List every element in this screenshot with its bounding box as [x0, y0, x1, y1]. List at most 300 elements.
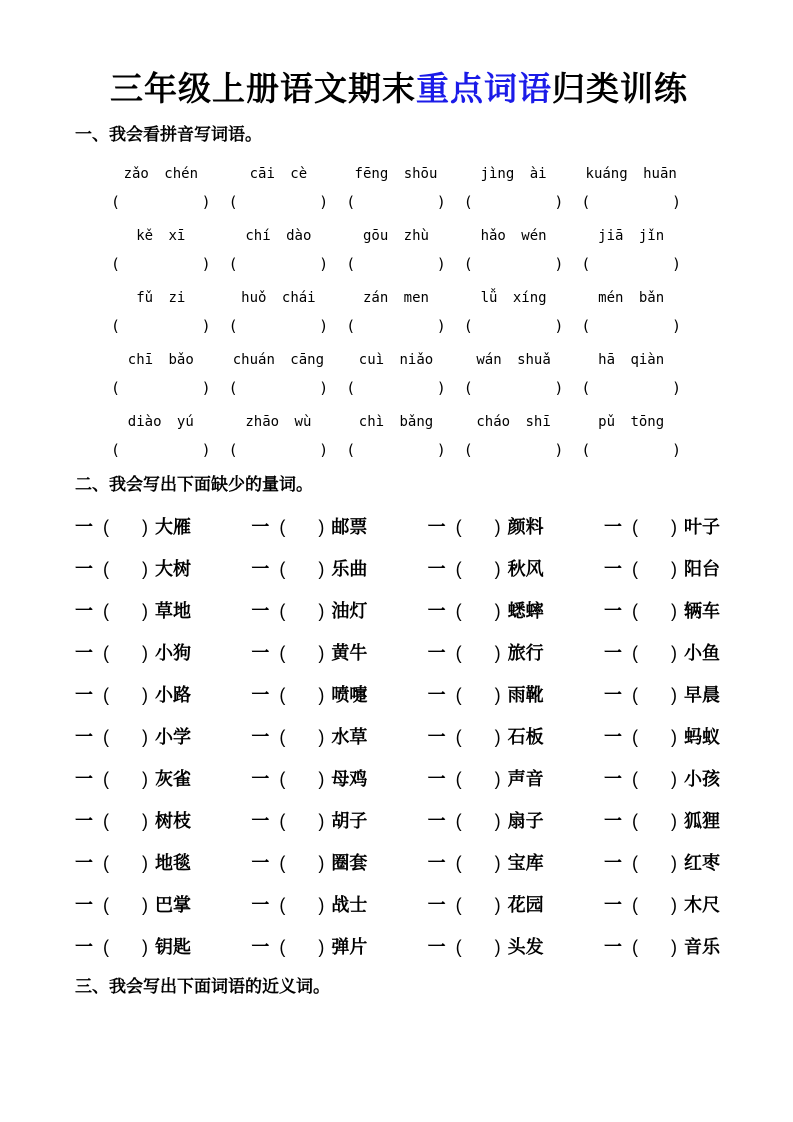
- noun-word: 黄牛: [331, 642, 368, 663]
- open-paren: (: [346, 378, 356, 397]
- close-paren: ): [670, 516, 677, 537]
- measure-word-item: [251, 556, 367, 582]
- noun-word: 草地: [155, 600, 191, 621]
- open-paren: (: [279, 516, 286, 537]
- quantity-one: 一: [75, 768, 93, 789]
- answer-blank: [455, 192, 573, 212]
- noun-word: 大树: [155, 558, 191, 579]
- answer-blank: [455, 254, 573, 274]
- open-paren: (: [455, 558, 462, 579]
- pinyin-word: chí dào: [245, 227, 312, 244]
- open-paren: (: [455, 516, 462, 537]
- close-paren: ): [554, 378, 564, 397]
- measure-word-item: [75, 850, 191, 876]
- section-two-heading: 二、我会写出下面缺少的量词。: [75, 474, 313, 494]
- close-paren: ): [494, 516, 501, 537]
- pinyin-word: zǎo chén: [123, 165, 199, 182]
- noun-word: 胡子: [331, 810, 368, 831]
- noun-word: 灰雀: [155, 768, 191, 789]
- pinyin-word: huǒ chái: [241, 289, 316, 306]
- measure-word-item: [428, 892, 544, 918]
- open-paren: (: [103, 894, 109, 915]
- quantity-one: 一: [603, 726, 622, 747]
- open-paren: (: [279, 810, 286, 831]
- pinyin-exercise: [102, 164, 690, 460]
- pinyin-word: kě xī: [136, 227, 186, 244]
- open-paren: (: [111, 316, 121, 335]
- open-paren: (: [103, 684, 109, 705]
- close-paren: ): [494, 894, 501, 915]
- close-paren: ): [201, 378, 211, 397]
- title-part-black1: 三年级上册语文期末: [110, 69, 416, 108]
- noun-word: 圈套: [331, 852, 368, 873]
- close-paren: ): [319, 378, 329, 397]
- open-paren: (: [581, 254, 591, 273]
- close-paren: ): [142, 894, 148, 915]
- quantity-one: 一: [427, 516, 446, 537]
- measure-word-item: [251, 682, 367, 708]
- quantity-one: 一: [75, 726, 93, 747]
- pinyin-word: zhāo wù: [245, 413, 312, 430]
- close-paren: ): [494, 726, 501, 747]
- pinyin-word: cuì niǎo: [358, 351, 434, 368]
- quantity-one: 一: [75, 894, 93, 915]
- measure-word-item: [428, 598, 544, 624]
- measure-word-item: [75, 598, 191, 624]
- measure-word-row: [75, 766, 720, 792]
- close-paren: ): [670, 936, 677, 957]
- open-paren: (: [111, 378, 121, 397]
- measure-word-item: [604, 892, 720, 918]
- noun-word: 颜料: [507, 516, 544, 537]
- open-paren: (: [103, 642, 109, 663]
- close-paren: ): [142, 768, 148, 789]
- noun-word: 弹片: [331, 936, 368, 957]
- open-paren: (: [631, 726, 638, 747]
- close-paren: ): [318, 684, 325, 705]
- open-paren: (: [228, 378, 238, 397]
- close-paren: ): [201, 254, 211, 273]
- pinyin-word: cāi cè: [249, 165, 308, 182]
- measure-word-item: [428, 556, 544, 582]
- quantity-one: 一: [251, 810, 270, 831]
- noun-word: 小孩: [683, 768, 720, 789]
- open-paren: (: [279, 558, 286, 579]
- pinyin-row-group: [102, 226, 690, 274]
- close-paren: ): [318, 642, 325, 663]
- noun-word: 巴掌: [155, 894, 191, 915]
- measure-word-item: [251, 514, 367, 540]
- measure-word-item: [428, 934, 544, 960]
- open-paren: (: [631, 894, 638, 915]
- noun-word: 油灯: [331, 600, 368, 621]
- noun-word: 蚂蚁: [683, 726, 720, 747]
- close-paren: ): [436, 254, 446, 273]
- measure-word-item: [428, 808, 544, 834]
- quantity-one: 一: [603, 894, 622, 915]
- quantity-one: 一: [603, 936, 622, 957]
- noun-word: 早晨: [683, 684, 720, 705]
- measure-word-item: [604, 556, 720, 582]
- noun-word: 石板: [507, 726, 544, 747]
- measure-word-item: [75, 682, 191, 708]
- close-paren: ): [142, 810, 148, 831]
- open-paren: (: [103, 810, 109, 831]
- pinyin-row-group: [102, 288, 690, 336]
- open-paren: (: [228, 254, 238, 273]
- close-paren: ): [318, 852, 325, 873]
- open-paren: (: [103, 768, 109, 789]
- measure-word-row: [75, 724, 720, 750]
- quantity-one: 一: [427, 558, 446, 579]
- noun-word: 邮票: [331, 516, 368, 537]
- open-paren: (: [631, 768, 638, 789]
- pinyin-word: zán men: [362, 289, 429, 306]
- close-paren: ): [201, 192, 211, 211]
- close-paren: ): [142, 600, 148, 621]
- open-paren: (: [463, 440, 473, 459]
- open-paren: (: [455, 936, 462, 957]
- open-paren: (: [463, 316, 473, 335]
- measure-word-item: [251, 850, 367, 876]
- open-paren: (: [111, 192, 121, 211]
- quantity-one: 一: [75, 810, 93, 831]
- noun-word: 阳台: [683, 558, 720, 579]
- noun-word: 战士: [331, 894, 368, 915]
- measure-word-row: [75, 850, 720, 876]
- pinyin-word: lǚ xíng: [480, 289, 547, 306]
- measure-word-item: [251, 808, 367, 834]
- noun-word: 木尺: [683, 894, 720, 915]
- pinyin-row-group: [102, 412, 690, 460]
- answer-blank: [337, 378, 455, 398]
- close-paren: ): [142, 684, 148, 705]
- open-paren: (: [279, 600, 286, 621]
- pinyin-word: pǔ tōng: [598, 413, 665, 430]
- close-paren: ): [319, 254, 329, 273]
- open-paren: (: [103, 558, 109, 579]
- close-paren: ): [318, 936, 325, 957]
- noun-word: 母鸡: [331, 768, 368, 789]
- close-paren: ): [554, 440, 564, 459]
- noun-word: 水草: [331, 726, 368, 747]
- noun-word: 宝库: [507, 852, 544, 873]
- open-paren: (: [279, 936, 286, 957]
- quantity-one: 一: [603, 768, 622, 789]
- open-paren: (: [103, 726, 109, 747]
- close-paren: ): [318, 894, 325, 915]
- quantity-one: 一: [603, 558, 622, 579]
- close-paren: ): [319, 316, 329, 335]
- measure-word-item: [604, 724, 720, 750]
- noun-word: 辆车: [683, 600, 720, 621]
- open-paren: (: [581, 378, 591, 397]
- close-paren: ): [319, 440, 329, 459]
- quantity-one: 一: [251, 894, 270, 915]
- open-paren: (: [103, 516, 109, 537]
- open-paren: (: [631, 810, 638, 831]
- close-paren: ): [670, 894, 677, 915]
- pinyin-word: kuáng huān: [585, 165, 677, 182]
- open-paren: (: [279, 768, 286, 789]
- measure-word-row: [75, 682, 720, 708]
- answer-blank: [337, 254, 455, 274]
- open-paren: (: [581, 440, 591, 459]
- close-paren: ): [318, 768, 325, 789]
- pinyin-word: hā qiàn: [598, 351, 665, 368]
- measure-word-row: [75, 598, 720, 624]
- noun-word: 小鱼: [683, 642, 720, 663]
- answer-blank: [220, 440, 338, 460]
- answer-blank: [572, 378, 690, 398]
- pinyin-word: hǎo wén: [480, 227, 547, 244]
- measure-word-row: [75, 640, 720, 666]
- answer-blank: [220, 378, 338, 398]
- open-paren: (: [346, 440, 356, 459]
- measure-word-item: [75, 892, 191, 918]
- pinyin-word: chì bǎng: [358, 413, 434, 430]
- close-paren: ): [494, 810, 501, 831]
- quantity-one: 一: [75, 684, 93, 705]
- noun-word: 狐狸: [683, 810, 720, 831]
- open-paren: (: [455, 810, 462, 831]
- noun-word: 秋风: [507, 558, 544, 579]
- answer-blank: [337, 440, 455, 460]
- pinyin-row-group: [102, 164, 690, 212]
- answer-blank: [102, 192, 220, 212]
- close-paren: ): [671, 192, 681, 211]
- close-paren: ): [494, 684, 501, 705]
- open-paren: (: [455, 600, 462, 621]
- close-paren: ): [494, 600, 501, 621]
- pinyin-word: chī bǎo: [127, 351, 194, 368]
- close-paren: ): [436, 316, 446, 335]
- noun-word: 小狗: [155, 642, 191, 663]
- close-paren: ): [494, 642, 501, 663]
- close-paren: ): [142, 852, 148, 873]
- measure-word-row: [75, 808, 720, 834]
- pinyin-word: jìng ài: [480, 165, 547, 182]
- open-paren: (: [279, 852, 286, 873]
- quantity-one: 一: [251, 852, 270, 873]
- quantity-one: 一: [75, 642, 93, 663]
- close-paren: ): [318, 516, 325, 537]
- open-paren: (: [631, 852, 638, 873]
- noun-word: 扇子: [507, 810, 544, 831]
- pinyin-word: chuán cāng: [232, 351, 325, 368]
- open-paren: (: [346, 254, 356, 273]
- pinyin-word: wán shuǎ: [476, 351, 551, 368]
- answer-blank: [337, 316, 455, 336]
- pinyin-word: fǔ zi: [136, 289, 186, 306]
- measure-word-exercise: [75, 514, 720, 960]
- page-title: [75, 70, 723, 108]
- open-paren: (: [455, 726, 462, 747]
- open-paren: (: [631, 684, 638, 705]
- measure-word-item: [75, 640, 191, 666]
- close-paren: ): [494, 558, 501, 579]
- noun-word: 蟋蟀: [507, 600, 544, 621]
- noun-word: 树枝: [155, 810, 191, 831]
- noun-word: 雨靴: [507, 684, 544, 705]
- quantity-one: 一: [251, 936, 270, 957]
- open-paren: (: [279, 684, 286, 705]
- noun-word: 小路: [155, 684, 191, 705]
- close-paren: ): [670, 600, 677, 621]
- measure-word-row: [75, 556, 720, 582]
- section-three-heading: 三、我会写出下面词语的近义词。: [75, 976, 330, 996]
- pinyin-word: fēng shōu: [354, 165, 438, 182]
- answer-blank: [102, 378, 220, 398]
- answer-blank: [455, 440, 573, 460]
- measure-word-item: [251, 598, 367, 624]
- answer-blank: [102, 440, 220, 460]
- open-paren: (: [455, 642, 462, 663]
- quantity-one: 一: [427, 726, 446, 747]
- close-paren: ): [318, 810, 325, 831]
- close-paren: ): [494, 768, 501, 789]
- quantity-one: 一: [427, 684, 446, 705]
- open-paren: (: [103, 600, 109, 621]
- answer-blank: [572, 192, 690, 212]
- measure-word-item: [428, 682, 544, 708]
- noun-word: 旅行: [507, 642, 544, 663]
- measure-word-item: [604, 514, 720, 540]
- open-paren: (: [228, 316, 238, 335]
- measure-word-item: [251, 766, 367, 792]
- close-paren: ): [670, 726, 677, 747]
- measure-word-item: [604, 682, 720, 708]
- noun-word: 大雁: [155, 516, 191, 537]
- section-one-heading: 一、我会看拼音写词语。: [75, 124, 262, 144]
- measure-word-item: [251, 934, 367, 960]
- measure-word-item: [75, 808, 191, 834]
- noun-word: 地毯: [155, 852, 191, 873]
- open-paren: (: [581, 316, 591, 335]
- quantity-one: 一: [427, 642, 446, 663]
- quantity-one: 一: [251, 726, 270, 747]
- quantity-one: 一: [603, 810, 622, 831]
- noun-word: 音乐: [683, 936, 720, 957]
- quantity-one: 一: [603, 852, 622, 873]
- open-paren: (: [631, 936, 638, 957]
- noun-word: 红枣: [683, 852, 720, 873]
- open-paren: (: [346, 316, 356, 335]
- close-paren: ): [142, 558, 148, 579]
- quantity-one: 一: [75, 516, 93, 537]
- answer-blank: [455, 316, 573, 336]
- quantity-one: 一: [603, 684, 622, 705]
- close-paren: ): [554, 192, 564, 211]
- quantity-one: 一: [251, 642, 270, 663]
- quantity-one: 一: [251, 684, 270, 705]
- quantity-one: 一: [251, 768, 270, 789]
- open-paren: (: [111, 440, 121, 459]
- measure-word-item: [75, 724, 191, 750]
- close-paren: ): [670, 558, 677, 579]
- measure-word-item: [604, 850, 720, 876]
- open-paren: (: [463, 254, 473, 273]
- close-paren: ): [671, 254, 681, 273]
- noun-word: 钥匙: [155, 936, 191, 957]
- answer-blank: [572, 440, 690, 460]
- quantity-one: 一: [75, 600, 93, 621]
- measure-word-row: [75, 934, 720, 960]
- open-paren: (: [103, 852, 109, 873]
- measure-word-item: [604, 640, 720, 666]
- quantity-one: 一: [427, 852, 446, 873]
- answer-blank: [572, 316, 690, 336]
- close-paren: ): [436, 440, 446, 459]
- title-part-highlight: 重点词语: [416, 69, 552, 108]
- noun-word: 小学: [155, 726, 191, 747]
- measure-word-item: [251, 640, 367, 666]
- title-part-black2: 归类训练: [552, 69, 688, 108]
- answer-blank: [102, 316, 220, 336]
- open-paren: (: [631, 516, 638, 537]
- close-paren: ): [670, 684, 677, 705]
- quantity-one: 一: [427, 768, 446, 789]
- open-paren: (: [228, 440, 238, 459]
- quantity-one: 一: [603, 642, 622, 663]
- close-paren: ): [142, 516, 148, 537]
- answer-blank: [220, 316, 338, 336]
- quantity-one: 一: [427, 936, 446, 957]
- close-paren: ): [142, 936, 148, 957]
- answer-blank: [102, 254, 220, 274]
- close-paren: ): [671, 316, 681, 335]
- quantity-one: 一: [427, 810, 446, 831]
- noun-word: 喷嚏: [331, 684, 368, 705]
- close-paren: ): [318, 558, 325, 579]
- open-paren: (: [111, 254, 121, 273]
- open-paren: (: [103, 936, 109, 957]
- quantity-one: 一: [251, 516, 270, 537]
- measure-word-item: [428, 640, 544, 666]
- measure-word-item: [428, 724, 544, 750]
- open-paren: (: [346, 192, 356, 211]
- open-paren: (: [455, 852, 462, 873]
- open-paren: (: [279, 894, 286, 915]
- noun-word: 叶子: [683, 516, 720, 537]
- answer-blank: [572, 254, 690, 274]
- open-paren: (: [631, 642, 638, 663]
- quantity-one: 一: [603, 600, 622, 621]
- quantity-one: 一: [75, 936, 93, 957]
- close-paren: ): [201, 316, 211, 335]
- close-paren: ): [142, 726, 148, 747]
- close-paren: ): [318, 726, 325, 747]
- open-paren: (: [455, 768, 462, 789]
- measure-word-item: [75, 934, 191, 960]
- close-paren: ): [671, 378, 681, 397]
- measure-word-item: [428, 850, 544, 876]
- measure-word-item: [251, 724, 367, 750]
- answer-blank: [220, 254, 338, 274]
- open-paren: (: [631, 558, 638, 579]
- close-paren: ): [201, 440, 211, 459]
- open-paren: (: [631, 600, 638, 621]
- quantity-one: 一: [251, 600, 270, 621]
- measure-word-item: [604, 808, 720, 834]
- close-paren: ): [318, 600, 325, 621]
- open-paren: (: [581, 192, 591, 211]
- quantity-one: 一: [427, 600, 446, 621]
- close-paren: ): [670, 768, 677, 789]
- measure-word-row: [75, 892, 720, 918]
- close-paren: ): [494, 936, 501, 957]
- quantity-one: 一: [427, 894, 446, 915]
